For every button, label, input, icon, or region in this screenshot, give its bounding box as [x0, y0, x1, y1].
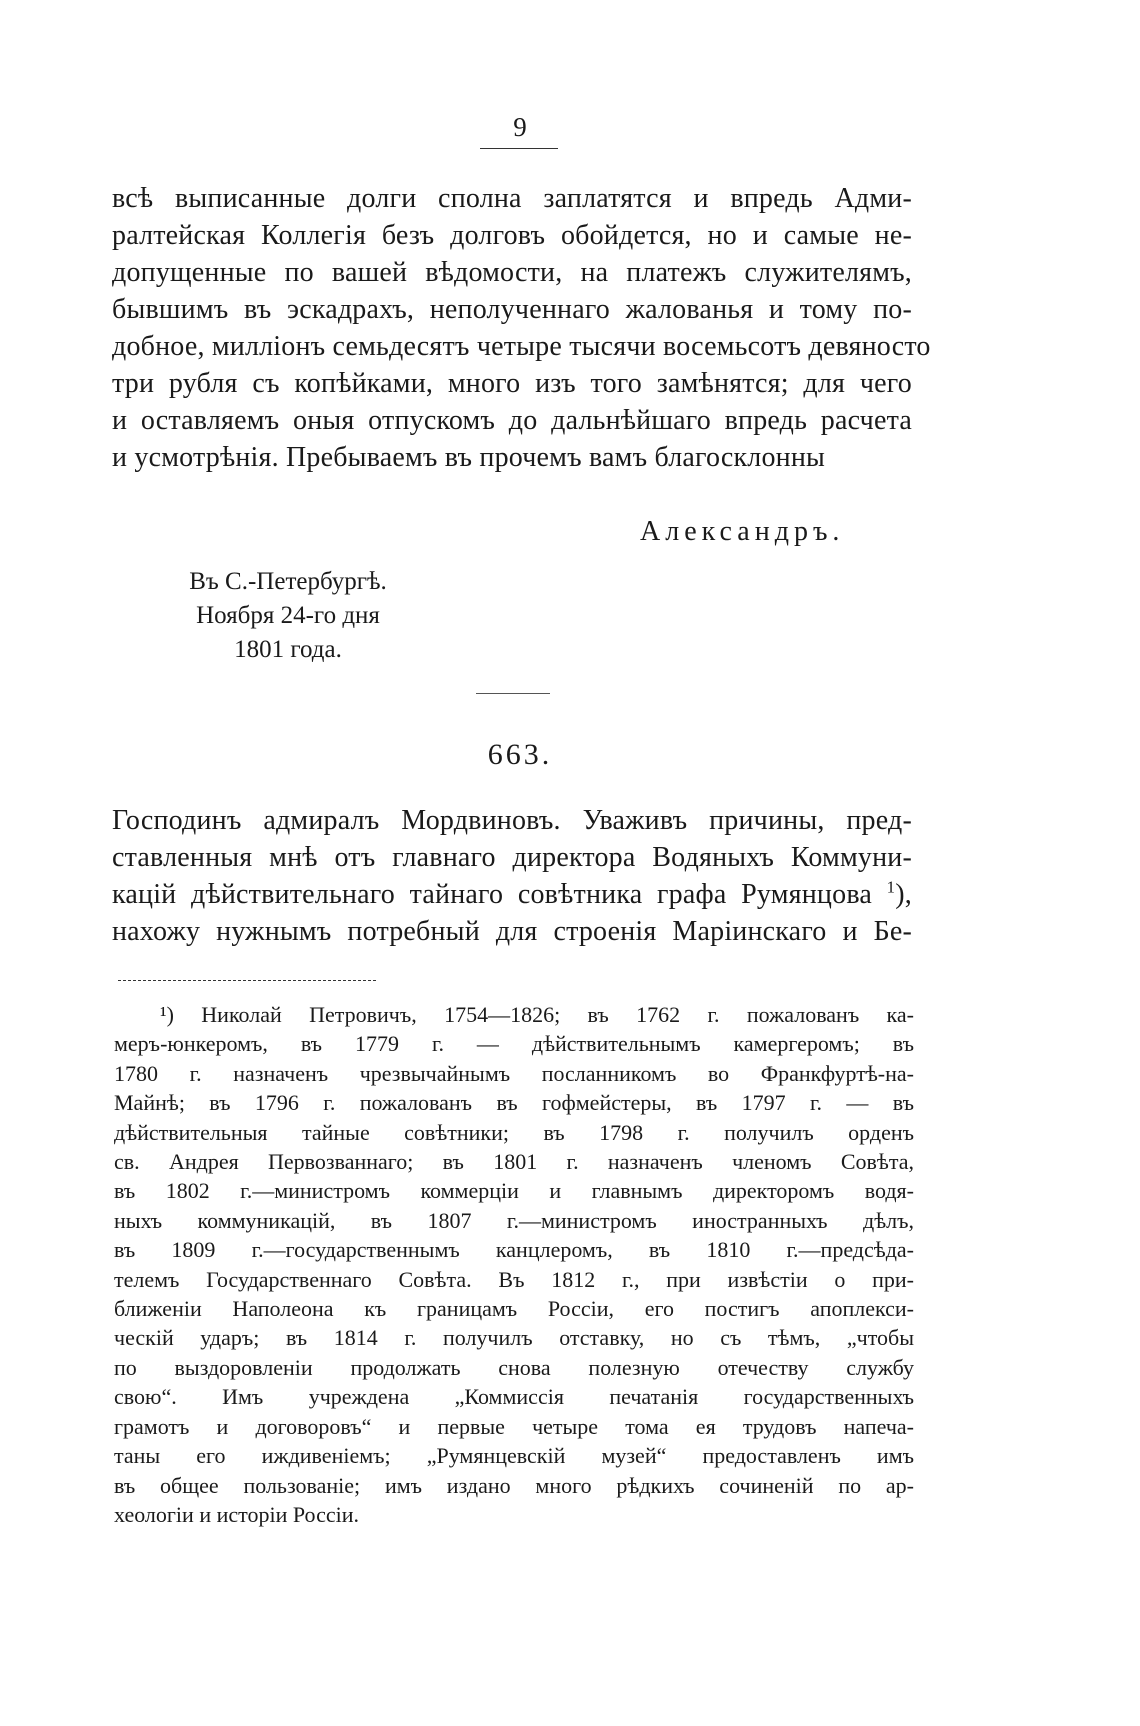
footnote-line: телемъ Государственнаго Совѣта. Въ 1812 г., при извѣстіи о при-: [114, 1266, 914, 1292]
footnote-line: въ 1809 г.—государственнымъ канцлеромъ, въ 1810 г.—предсѣда-: [114, 1237, 914, 1263]
letter-663-paragraph: [112, 802, 912, 950]
footnote: [114, 1000, 914, 1529]
text-line: ставленныя мнѣ отъ главнаго директора Водяныхъ Коммуни-: [112, 842, 912, 873]
footnote-line: [114, 1000, 914, 1029]
footnote-line: по выздоровленіи продолжать снова полезную отечеству службу: [114, 1354, 914, 1380]
place-date: [168, 565, 408, 667]
footnote-line: ныхъ коммуникацій, въ 1807 г.—министромъ иностранныхъ дѣлъ,: [114, 1207, 914, 1233]
footnote-reference: 1: [886, 877, 896, 897]
footnote-marker: ¹): [160, 1002, 174, 1027]
text-line: три рубля съ копѣйками, много изъ того замѣнятся; для чего: [112, 368, 912, 399]
place-date-line: Ноября 24-го дня: [196, 602, 380, 629]
footnote-line: грамотъ и договоровъ“ и первые четыре тома ея трудовъ напеча-: [114, 1413, 914, 1439]
section-divider: [476, 693, 550, 694]
place-date-line: Въ С.-Петербургѣ.: [189, 568, 387, 595]
footnote-line: ближеніи Наполеона къ границамъ Россіи, его постигъ апоплекси-: [114, 1296, 914, 1322]
footnote-line: 1780 г. назначенъ чрезвычайнымъ посланникомъ во Франкфуртѣ-на-: [114, 1060, 914, 1086]
text-line: допущенные по вашей вѣдомости, на платежъ служителямъ,: [112, 257, 912, 288]
letter-continuation-paragraph: [112, 180, 931, 476]
footnote-line: ческій ударъ; въ 1814 г. получилъ отставку, но съ тѣмъ, „чтобы: [114, 1325, 914, 1351]
page-number: 9: [513, 112, 527, 142]
text-line: нахожу нужнымъ потребный для строенія Маріинскаго и Бе-: [112, 916, 912, 947]
footnote-divider: [118, 980, 376, 981]
text-line: добное, милліонъ семьдесятъ четыре тысячи восемьсотъ девяносто: [112, 331, 931, 362]
footnote-line: въ 1802 г.—министромъ коммерціи и главнымъ директоромъ водя-: [114, 1178, 914, 1204]
signature: Александръ.: [640, 516, 845, 547]
text-line-part: кацій дѣйствительнаго тайнаго совѣтника графа Румянцова: [112, 879, 872, 910]
document-number: 663.: [487, 738, 553, 771]
text-line: Господинъ адмиралъ Мордвиновъ. Уваживъ причины, пред-: [112, 805, 912, 836]
footnote-line: въ общее пользованіе; имъ издано много рѣдкихъ сочиненій по ар-: [114, 1472, 914, 1498]
footnote-line: дѣйствительныя тайные совѣтники; въ 1798 г. получилъ орденъ: [114, 1119, 914, 1145]
footnote-line: хеологіи и исторіи Россіи.: [114, 1501, 359, 1527]
footnote-line-text: Николай Петровичъ, 1754—1826; въ 1762 г. пожалованъ ка-: [201, 1002, 915, 1027]
text-line: и усмотрѣнія. Пребываемъ въ прочемъ вамъ благосклонны: [112, 442, 826, 473]
text-line: [112, 876, 912, 913]
footnote-line: меръ-юнкеромъ, въ 1779 г. — дѣйствительнымъ камергеромъ; въ: [114, 1031, 914, 1057]
text-line: и оставляемъ оныя отпускомъ до дальнѣйшаго впредь расчета: [112, 405, 912, 436]
footnote-line: Майнѣ; въ 1796 г. пожалованъ въ гофмейстеры, въ 1797 г. — въ: [114, 1090, 914, 1116]
page-number-rule: [480, 148, 558, 149]
text-line: ралтейская Коллегія безъ долговъ обойдется, но и самые не-: [112, 220, 912, 251]
footnote-reference-suffix: ),: [895, 879, 912, 910]
footnote-line: таны его иждивеніемъ; „Румянцевскій музей“ предоставленъ имъ: [114, 1443, 914, 1469]
text-line: бывшимъ въ эскадрахъ, неполученнаго жалованья и тому по-: [112, 294, 912, 325]
footnote-line: св. Андрея Первозваннаго; въ 1801 г. назначенъ членомъ Совѣта,: [114, 1149, 914, 1175]
place-date-line: 1801 года.: [234, 636, 342, 663]
text-line: всѣ выписанные долги сполна заплатятся и впредь Адми-: [112, 183, 912, 214]
footnote-line: свою“. Имъ учреждена „Коммиссія печатанія государственныхъ: [114, 1384, 914, 1410]
